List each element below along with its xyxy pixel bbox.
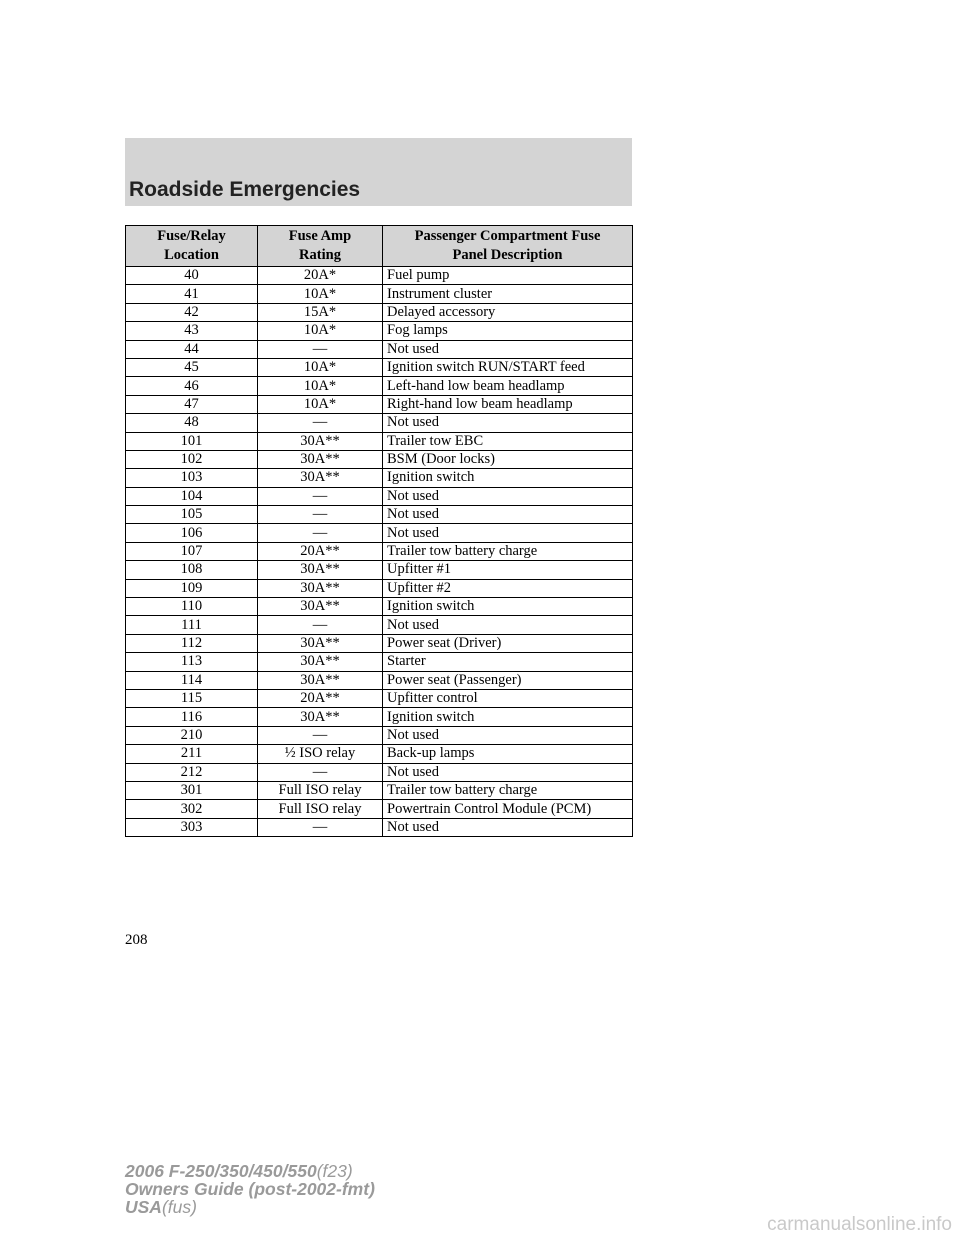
cell-description: Ignition switch (383, 469, 633, 487)
cell-location: 302 (126, 800, 258, 818)
cell-location: 47 (126, 395, 258, 413)
watermark: carmanualsonline.info (767, 1214, 952, 1235)
cell-location: 113 (126, 653, 258, 671)
header-rating: Fuse Amp Rating (258, 226, 383, 267)
cell-location: 45 (126, 358, 258, 376)
cell-description: Trailer tow EBC (383, 432, 633, 450)
cell-description: Powertrain Control Module (PCM) (383, 800, 633, 818)
table-row (126, 653, 633, 671)
footer-line: 2006 F-250/350/450/550(f23) (125, 1161, 353, 1181)
cell-description: Not used (383, 524, 633, 542)
cell-rating: 15A* (258, 303, 383, 321)
cell-rating: 30A** (258, 653, 383, 671)
cell-description: Upfitter #2 (383, 579, 633, 597)
cell-rating: 30A** (258, 708, 383, 726)
table-body (126, 267, 633, 837)
cell-description: Upfitter #1 (383, 561, 633, 579)
cell-rating: — (258, 340, 383, 358)
table-row (126, 726, 633, 744)
cell-description: Not used (383, 506, 633, 524)
cell-description: Left-hand low beam headlamp (383, 377, 633, 395)
footer-line: USA(fus) (125, 1197, 197, 1217)
cell-description: Power seat (Driver) (383, 634, 633, 652)
table-row (126, 634, 633, 652)
cell-location: 44 (126, 340, 258, 358)
cell-rating: — (258, 763, 383, 781)
cell-rating: 30A** (258, 579, 383, 597)
cell-description: Not used (383, 726, 633, 744)
cell-rating: 30A** (258, 634, 383, 652)
cell-location: 210 (126, 726, 258, 744)
cell-location: 107 (126, 542, 258, 560)
cell-location: 109 (126, 579, 258, 597)
cell-location: 40 (126, 267, 258, 285)
table-header-row (126, 226, 633, 267)
cell-location: 212 (126, 763, 258, 781)
table-row (126, 267, 633, 285)
cell-location: 101 (126, 432, 258, 450)
cell-rating: — (258, 524, 383, 542)
table-row (126, 689, 633, 707)
table-row (126, 745, 633, 763)
table-row (126, 524, 633, 542)
cell-rating: 30A** (258, 450, 383, 468)
table-row (126, 763, 633, 781)
cell-rating: — (258, 487, 383, 505)
cell-rating: 30A** (258, 671, 383, 689)
cell-location: 102 (126, 450, 258, 468)
cell-description: Not used (383, 414, 633, 432)
cell-rating: 10A* (258, 322, 383, 340)
cell-rating: 10A* (258, 358, 383, 376)
table-row (126, 598, 633, 616)
table-row (126, 285, 633, 303)
table-row (126, 340, 633, 358)
cell-location: 43 (126, 322, 258, 340)
cell-rating: — (258, 818, 383, 836)
cell-description: Trailer tow battery charge (383, 781, 633, 799)
cell-rating: 10A* (258, 285, 383, 303)
cell-location: 303 (126, 818, 258, 836)
header-location: Fuse/Relay Location (126, 226, 258, 267)
table-row (126, 542, 633, 560)
cell-description: Not used (383, 616, 633, 634)
cell-description: Right-hand low beam headlamp (383, 395, 633, 413)
cell-rating: — (258, 414, 383, 432)
table-row (126, 561, 633, 579)
cell-rating: — (258, 726, 383, 744)
cell-rating: Full ISO relay (258, 800, 383, 818)
cell-location: 114 (126, 671, 258, 689)
cell-rating: ½ ISO relay (258, 745, 383, 763)
cell-location: 42 (126, 303, 258, 321)
cell-description: Upfitter control (383, 689, 633, 707)
table-row (126, 450, 633, 468)
cell-location: 301 (126, 781, 258, 799)
table-row (126, 322, 633, 340)
cell-description: Power seat (Passenger) (383, 671, 633, 689)
table-row (126, 358, 633, 376)
table-row (126, 781, 633, 799)
cell-rating: 10A* (258, 395, 383, 413)
section-header (125, 138, 632, 206)
cell-description: Starter (383, 653, 633, 671)
table-row (126, 708, 633, 726)
cell-rating: — (258, 506, 383, 524)
table-row (126, 579, 633, 597)
cell-location: 211 (126, 745, 258, 763)
table-row (126, 487, 633, 505)
cell-location: 108 (126, 561, 258, 579)
cell-rating: Full ISO relay (258, 781, 383, 799)
cell-location: 115 (126, 689, 258, 707)
cell-location: 103 (126, 469, 258, 487)
cell-description: Not used (383, 818, 633, 836)
cell-rating: — (258, 616, 383, 634)
cell-description: Not used (383, 763, 633, 781)
cell-location: 110 (126, 598, 258, 616)
cell-rating: 30A** (258, 469, 383, 487)
cell-description: Instrument cluster (383, 285, 633, 303)
cell-location: 106 (126, 524, 258, 542)
cell-description: Not used (383, 487, 633, 505)
page-number: 208 (125, 932, 148, 948)
cell-location: 111 (126, 616, 258, 634)
cell-description: Fog lamps (383, 322, 633, 340)
table-row (126, 395, 633, 413)
table-row (126, 616, 633, 634)
table-row (126, 303, 633, 321)
cell-description: Delayed accessory (383, 303, 633, 321)
fuse-table (125, 225, 633, 837)
table-row (126, 671, 633, 689)
cell-location: 112 (126, 634, 258, 652)
cell-rating: 30A** (258, 598, 383, 616)
table-row (126, 414, 633, 432)
table-row (126, 469, 633, 487)
cell-rating: 30A** (258, 432, 383, 450)
cell-location: 105 (126, 506, 258, 524)
cell-description: Ignition switch RUN/START feed (383, 358, 633, 376)
cell-location: 116 (126, 708, 258, 726)
cell-description: Ignition switch (383, 708, 633, 726)
table-row (126, 818, 633, 836)
table-row (126, 506, 633, 524)
cell-rating: 20A** (258, 689, 383, 707)
cell-description: BSM (Door locks) (383, 450, 633, 468)
header-description: Passenger Compartment Fuse Panel Description (383, 226, 633, 267)
footer (125, 1162, 375, 1216)
cell-rating: 20A* (258, 267, 383, 285)
cell-description: Ignition switch (383, 598, 633, 616)
cell-rating: 30A** (258, 561, 383, 579)
cell-rating: 20A** (258, 542, 383, 560)
section-title: Roadside Emergencies (129, 178, 361, 201)
cell-description: Trailer tow battery charge (383, 542, 633, 560)
cell-location: 46 (126, 377, 258, 395)
footer-line: Owners Guide (post-2002-fmt) (125, 1179, 375, 1199)
table-row (126, 377, 633, 395)
cell-location: 48 (126, 414, 258, 432)
table-row (126, 800, 633, 818)
table-row (126, 432, 633, 450)
cell-description: Back-up lamps (383, 745, 633, 763)
cell-location: 104 (126, 487, 258, 505)
cell-location: 41 (126, 285, 258, 303)
cell-description: Not used (383, 340, 633, 358)
cell-description: Fuel pump (383, 267, 633, 285)
cell-rating: 10A* (258, 377, 383, 395)
